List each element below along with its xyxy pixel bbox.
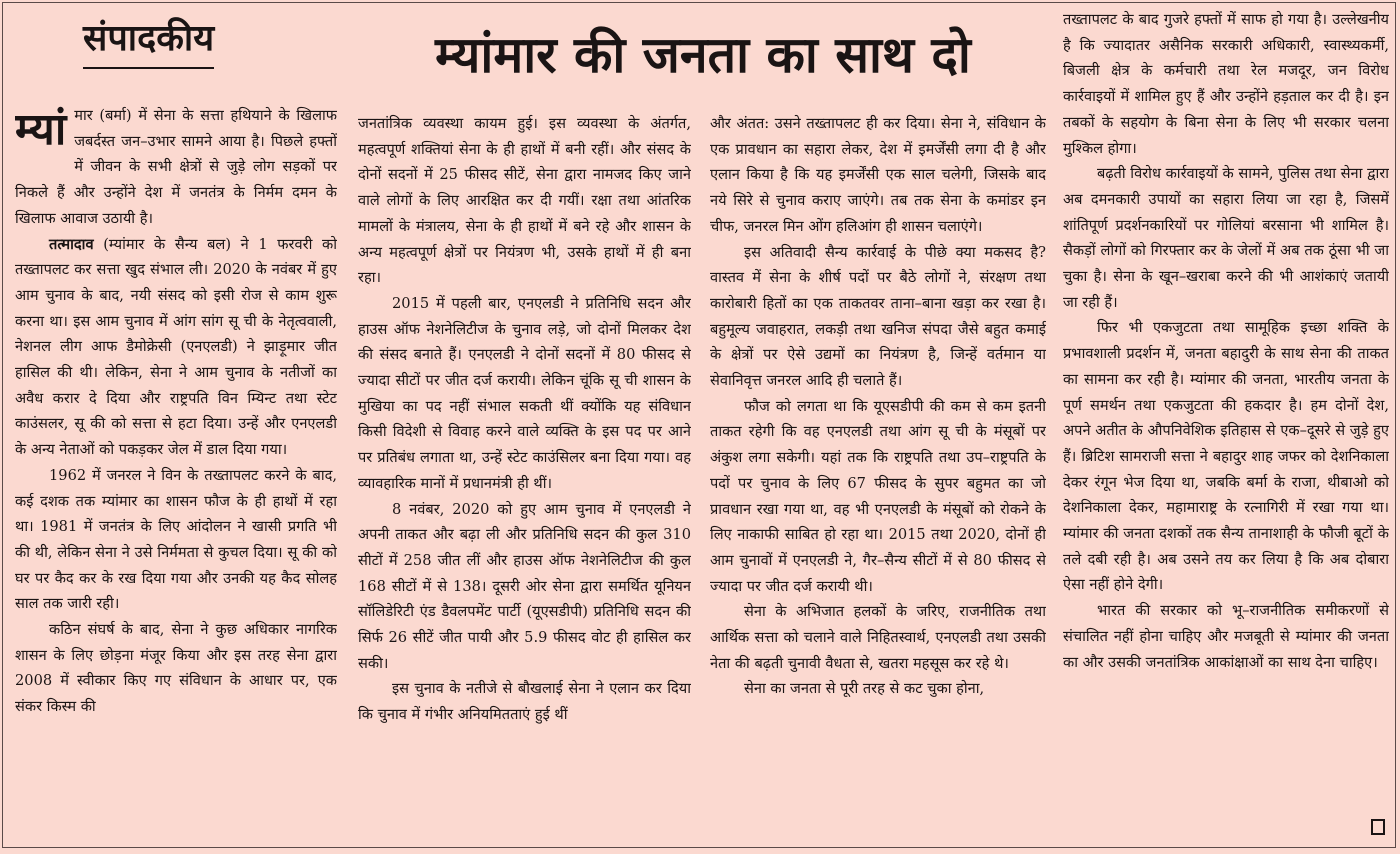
- paragraph: इस अतिवादी सैन्य कार्रवाई के पीछे क्या मकसद है? वास्तव में सेना के शीर्ष पदों पर बैठे लोगों ने, संरक्षण तथा कारोबारी हितों का एक ताकतवर ताना–बाना खड़ा कर रखा है। बहुमूल्य जवाहरात, लकड़ी तथा खनिज संपदा जैसे बहुत कमाई के क्षेत्रों पर ऐसे उद्यमों का नियंत्रण है, जिन्हें वर्तमान या सेवानिवृत्त जनरल आदि ही चलाते हैं।: [710, 243, 1046, 390]
- article-column-2: [358, 111, 691, 843]
- paragraph: जनतांत्रिक व्यवस्था कायम हुई। इस व्यवस्था के अंतर्गत, महत्वपूर्ण शक्तियां सेना के ही हाथों में बनी रहीं। और संसद के दोनों सदनों में 25 फीसद सीटें, सेना द्वारा नामजद किए जाने वाले लोगों के लिए आरक्षित कर दी गयीं। रक्षा तथा आंतरिक मामलों के मंत्रालय, सेना के ही हाथों में बने रहे और शासन के अन्य महत्वपूर्ण क्षेत्रों पर नियंत्रण भी, उसके हाथों में ही बना रहा।: [358, 115, 691, 287]
- lead-paragraph: [15, 103, 337, 232]
- paragraph: [15, 232, 337, 463]
- editorial-page: [2, 2, 1396, 848]
- paragraph: 8 नवंबर, 2020 को हुए आम चुनाव में एनएलडी ने अपनी ताकत और बढ़ा ली और प्रतिनिधि सदन की कुल 310 सीटों में 258 जीत लीं और हाउस ऑफ नेशनेलिटीज की कुल 168 सीटों में से 138। दूसरी ओर सेना द्वारा समर्थित यूनियन सॉलिडेरिटी एंड डैवलपमेंट पार्टी (यूएसडीपी) प्रतिनिधि सदन की सिर्फ 26 सीटें जीत पायी और 5.9 फीसद वोट ही हासिल कर सकी।: [358, 500, 691, 672]
- paragraph: इस चुनाव के नतीजे से बौखलाई सेना ने एलान कर दिया कि चुनाव में गंभीर अनियमितताएं हुई थीं: [358, 680, 691, 724]
- drop-cap: म्यां: [15, 104, 67, 155]
- paragraph: 2015 में पहली बार, एनएलडी ने प्रतिनिधि सदन और हाउस ऑफ नेशनेलिटीज के चुनाव लड़े, जो दोनों मिलकर देश की संसद बनाते हैं। एनएलडी ने दोनों सदनों में 80 फीसद से ज्यादा सीटों पर जीत दर्ज करायी। लेकिन चूंकि सू ची शासन के मुखिया का पद नहीं संभाल सकती थीं क्योंकि यह संविधान किसी विदेशी से विवाह करने वाले व्यक्ति के इस पद पर आने पर प्रतिबंध लगाता था, उन्हें स्टेट काउंसिलर बना दिया गया। वह व्यावहारिक मानों में प्रधानमंत्री ही थीं।: [358, 294, 691, 492]
- section-label: संपादकीय: [83, 17, 214, 69]
- end-of-article-mark: [1371, 819, 1385, 835]
- paragraph: सेना का जनता से पूरी तरह से कट चुका होना,: [744, 680, 985, 698]
- paragraph-text: (म्यांमार के सैन्य बल) ने 1 फरवरी को तख्तापलट कर सत्ता खुद संभाल ली। 2020 के नवंबर में हुए आम चुनाव के बाद, नयी संसद को इसी रोज से काम शुरू करना था। इस आम चुनाव में आंग सांग सू ची के नेतृत्ववाली, नेशनल लीग आफ डैमोक्रेसी (एनएलडी) ने झाड़ूमार जीत हासिल की थी। लेकिन, सेना ने आम चुनाव के नतीजों का अवैध करार दे दिया और राष्ट्रपति विन म्यिन्ट तथा स्टेट काउंसलर, सू की को सत्ता से हटा दिया। उन्हें और एनएलडी के अन्य नेताओं को पकड़कर जेल में डाल दिया गया।: [15, 235, 337, 459]
- paragraph: बढ़ती विरोध कार्रवाइयों के सामने, पुलिस तथा सेना द्वारा अब दमनकारी उपायों का सहारा लिया जा रहा है, जिसमें शांतिपूर्ण प्रदर्शनकारियों पर गोलियां बरसाना भी शामिल है। सैकड़ों लोगों को गिरफ्तार कर के जेलों में अब तक ठूंसा भी जा चुका है। सेना के खून–खराबा करने की भी आशंकाएं जतायी जा रही हैं।: [1063, 165, 1389, 311]
- paragraph: सेना के अभिजात हलकों के जरिए, राजनीतिक तथा आर्थिक सत्ता को चलाने वाले निहितस्वार्थ, एनएलडी तथा उसकी नेता की बढ़ती चुनावी वैधता से, खतरा महसूस कर रहे थे।: [710, 603, 1046, 672]
- article-column-4: [1063, 7, 1389, 817]
- paragraph: फौज को लगता था कि यूएसडीपी की कम से कम इतनी ताकत रहेगी कि वह एनएलडी तथा आंग सू ची के मंसूबों पर अंकुश लगा सकेगी। यहां तक कि राष्ट्रपति तथा उप–राष्ट्रपति के पदों पर चुनाव के लिए 67 फीसद के सुपर बहुमत का जो प्रावधान रखा गया था, वह भी एनएलडी के मंसूबों को रोकने के लिए नाकाफी साबित हो रहा था। 2015 तथा 2020, दोनों ही आम चुनावों में एनएलडी ने, गैर–सैन्य सीटों में से 80 फीसद से ज्यादा पर जीत दर्ज करायी थी।: [710, 397, 1046, 595]
- bold-term: तत्मादाव: [49, 235, 94, 253]
- article-column-1: [15, 103, 337, 843]
- paragraph: भारत की सरकार को भू–राजनीतिक समीकरणों से संचालित नहीं होना चाहिए और मजबूती से म्यांमार की जनता का और उसकी जनतांत्रिक आकांक्षाओं का साथ देना चाहिए।: [1063, 602, 1389, 671]
- paragraph: और अंतत: उसने तख्तापलट ही कर दिया। सेना ने, संविधान के एक प्रावधान का सहारा लेकर, देश में इमर्जेंसी लगा दी है और एलान किया है कि यह इमर्जेंसी एक साल चलेगी, जिसके बाद नये सिरे से चुनाव कराए जाएंगे। तब तक सेना के कमांडर इन चीफ, जनरल मिन ओंग हलिआंग ही शासन चलाएंगे।: [710, 115, 1046, 235]
- paragraph: 1962 में जनरल ने विन के तख्तापलट करने के बाद, कई दशक तक म्यांमार का शासन फौज के ही हाथों में रहा था। 1981 में जनतंत्र के लिए आंदोलन ने खासी प्रगति भी की थी, लेकिन सेना ने उसे निर्ममता से कुचल दिया। सू की को घर पर कैद कर के रख दिया गया और उनकी यह कैद सोलह साल तक जारी रही।: [15, 466, 337, 613]
- paragraph: तख्तापलट के बाद गुजरे हफ्तों में साफ हो गया है। उल्लेखनीय है कि ज्यादातर असैनिक सरकारी अधिकारी, स्वास्थ्यकर्मी, बिजली क्षेत्र के कर्मचारी तथा रेल मजदूर, जन विरोध कार्रवाइयों में शामिल हुए हैं और उन्होंने हड़ताल कर दी है। इन तबकों के सहयोग के बिना सेना के लिए भी सरकार चलना मुश्किल होगा।: [1063, 11, 1389, 157]
- lead-text: मार (बर्मा) में सेना के सत्ता हथियाने के खिलाफ जबर्दस्त जन–उभार सामने आया है। पिछले हफ्तों में जीवन के सभी क्षेत्रों से जुड़े लोग सड़कों पर निकले हैं और उन्होंने देश में जनतंत्र के निर्मम दमन के खिलाफ आवाज उठायी है।: [15, 107, 337, 227]
- paragraph: कठिन संघर्ष के बाद, सेना ने कुछ अधिकार नागरिक शासन के लिए छोड़ना मंजूर किया और इस तरह सेना द्वारा 2008 में स्वीकार किए गए संविधान के आधार पर, एक संकर किस्म की: [15, 621, 337, 716]
- article-column-3: [710, 111, 1046, 843]
- paragraph: फिर भी एकजुटता तथा सामूहिक इच्छा शक्ति के प्रभावशाली प्रदर्शन में, जनता बहादुरी के साथ सेना की ताकत का सामना कर रही है। म्यांमार की जनता, भारतीय जनता के पूर्ण समर्थन तथा एकजुटता की हकदार है। हम दोनों देश, अपने अतीत के औपनिवेशिक इतिहास से एक–दूसरे से जुड़े हुए हैं। ब्रिटिश सामराजी सत्ता ने बहादुर शाह जफर को देशनिकाला देकर रंगून भेज दिया था, जबकि बर्मा के राजा, थीबाओ को देशनिकाला देकर, महामाराष्ट्र के रत्नागिरी में रखा गया था। म्यांमार की जनता दशकों तक सैन्य तानाशाही के फौजी बूटों के तले दबी रही है। अब उसने तय कर लिया है कि अब दोबारा ऐसा नहीं होने देगी।: [1063, 319, 1389, 594]
- editorial-headline: म्यांमार की जनता का साथ दो: [435, 26, 971, 84]
